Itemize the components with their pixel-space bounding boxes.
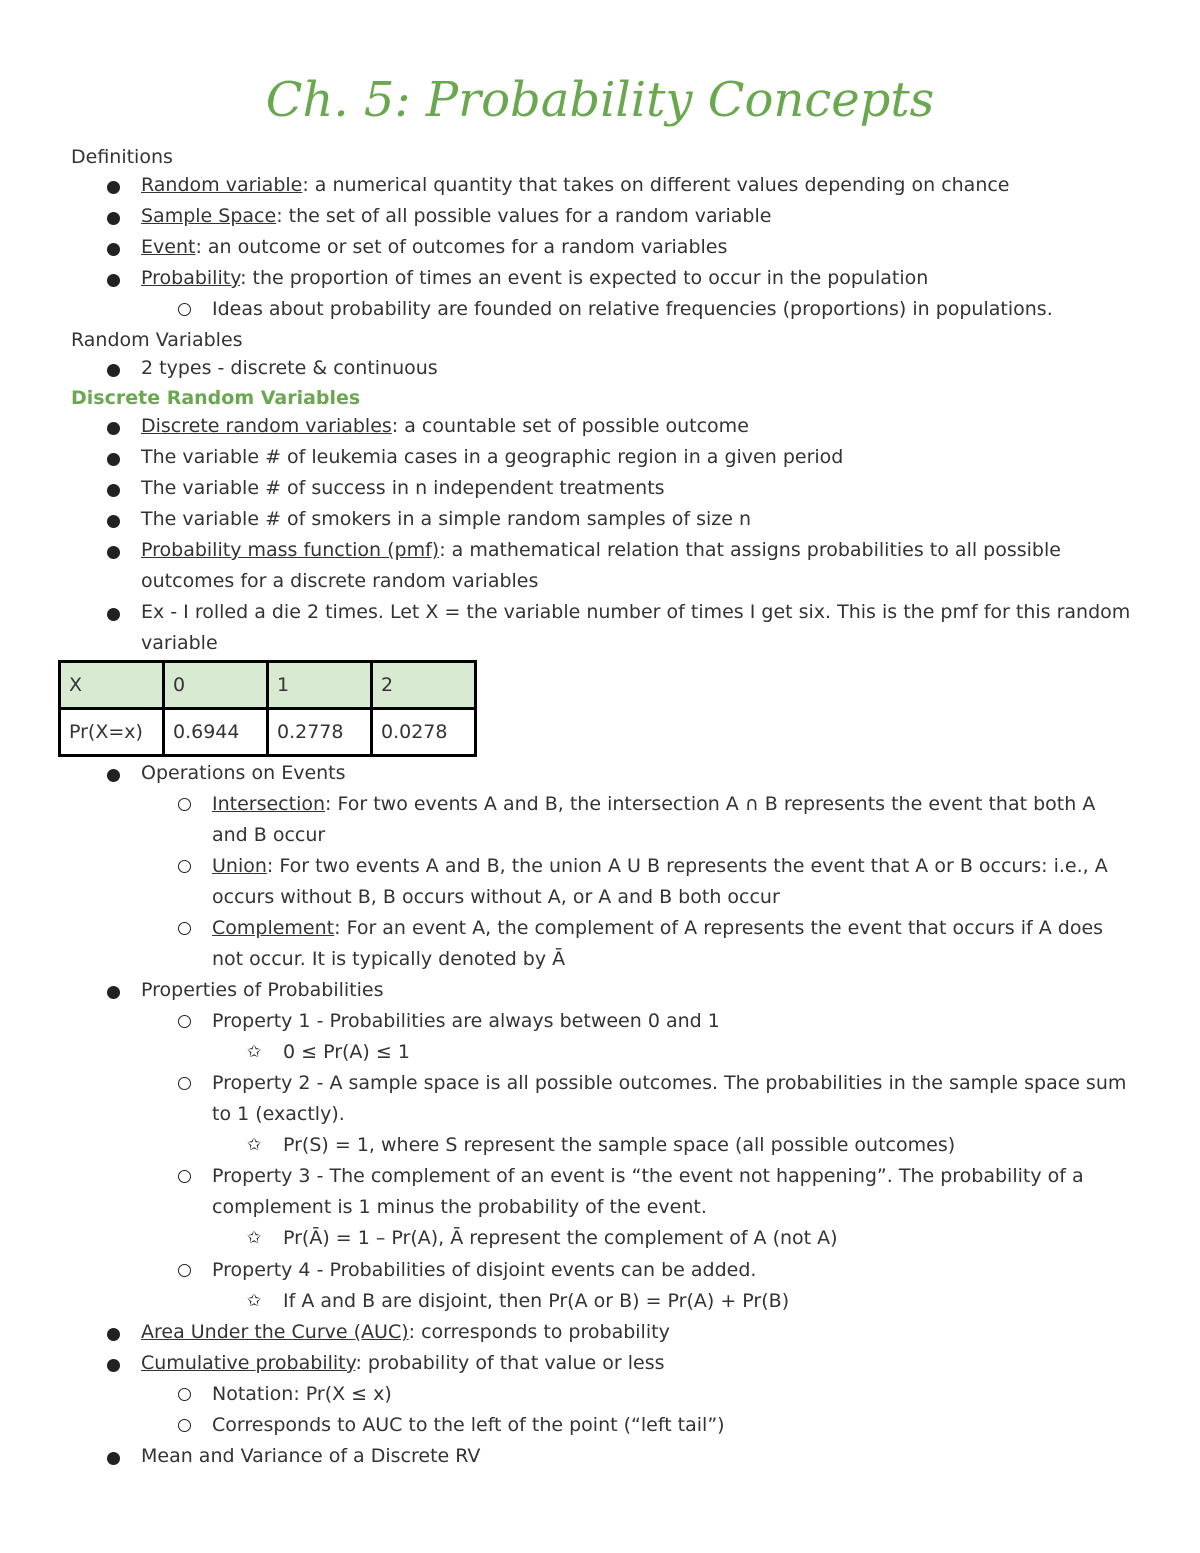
list-item [141,263,928,294]
item-text: 2 types - discrete & continuous [141,357,438,379]
item-text: The variable # of smokers in a simple random samples of size n [141,508,751,530]
term: Sample Space [141,205,277,227]
bullet-icon [107,181,120,194]
item-text: Mean and Variance of a Discrete RV [141,1445,481,1467]
term: Discrete random variables [141,415,392,437]
list-item [141,353,438,384]
term: Probability [141,267,241,289]
circle-bullet-icon [178,1077,191,1090]
list-item [212,1379,392,1410]
table-cell: 0.2778 [268,709,372,756]
definition-text: : the set of all possible values for a random variable [276,205,772,227]
list-item [141,1348,665,1379]
continuation-text: variable [141,632,218,654]
item-text: Operations on Events [141,762,346,784]
list-item [212,294,1053,325]
item-text: Property 2 - A sample space is all possible outcomes. The probabilities in the sample space sum [212,1072,1127,1094]
table-cell: 1 [268,662,372,709]
circle-bullet-icon [178,1264,191,1277]
circle-bullet-icon [178,303,191,316]
item-text: Ex - I rolled a die 2 times. Let X = the variable number of times I get six. This is the pmf for this random [141,601,1131,623]
star-icon: ✩ [247,1042,262,1062]
table-header-row [60,662,476,709]
table-cell: Pr(X=x) [60,709,164,756]
term: Union [212,855,267,877]
definition-text: : For two events A and B, the intersection A ∩ B represents the event that both A [325,793,1096,815]
list-item [141,442,843,473]
definition-text: : a countable set of possible outcome [391,415,749,437]
table-cell: 0.6944 [164,709,268,756]
definition-text: : corresponds to probability [408,1321,670,1343]
random-variables-heading: Random Variables [71,329,243,351]
bullet-icon [107,546,120,559]
list-item [141,535,1061,566]
circle-bullet-icon [178,860,191,873]
definition-text: : a numerical quantity that takes on different values depending on chance [302,174,1010,196]
list-item [141,473,665,504]
circle-bullet-icon [178,1015,191,1028]
star-icon: ✩ [247,1291,262,1311]
item-text: Property 1 - Probabilities are always between 0 and 1 [212,1010,720,1032]
continuation-text: outcomes for a discrete random variables [141,570,539,592]
table-cell: 0 [164,662,268,709]
item-text: Pr(Ā) = 1 – Pr(A), Ā represent the complement of A (not A) [283,1227,838,1249]
list-item [141,504,751,535]
definitions-heading: Definitions [71,146,173,168]
item-text: Properties of Probabilities [141,979,384,1001]
bullet-icon [107,1359,120,1372]
item-text: Property 4 - Probabilities of disjoint events can be added. [212,1259,757,1281]
term: Event [141,236,196,258]
continuation-text: complement is 1 minus the probability of the event. [212,1196,707,1218]
term: Area Under the Curve (AUC) [141,1321,409,1343]
note-text: Ideas about probability are founded on relative frequencies (proportions) in populations. [212,298,1053,320]
item-text: The variable # of success in n independent treatments [141,477,665,499]
bullet-icon [107,1328,120,1341]
definition-text: : probability of that value or less [355,1352,665,1374]
circle-bullet-icon [178,1170,191,1183]
list-item [141,975,383,1006]
item-text: Notation: Pr(X ≤ x) [212,1383,392,1405]
item-text: Property 3 - The complement of an event is “the event not happening”. The probability of a [212,1165,1084,1187]
list-item [141,1317,670,1348]
term: Complement [212,917,335,939]
page-title: Ch. 5: Probability Concepts [265,72,935,128]
list-item [212,1161,1084,1192]
definition-text: : For an event A, the complement of A represents the event that occurs if A does [334,917,1104,939]
circle-bullet-icon [178,1419,191,1432]
bullet-icon [107,986,120,999]
list-item [247,1037,410,1068]
list-item [141,597,1130,628]
term: Random variable [141,174,303,196]
pmf-table [58,660,477,757]
continuation-text: and B occur [212,824,326,846]
bullet-icon [107,453,120,466]
circle-bullet-icon [178,922,191,935]
item-text: The variable # of leukemia cases in a geographic region in a given period [141,446,844,468]
continuation-text: occurs without B, B occurs without A, or A and B both occur [212,886,780,908]
definition-text: : For two events A and B, the union A U B represents the event that A or B occurs: i.e., A [266,855,1108,877]
bullet-icon [107,243,120,256]
bullet-icon [107,608,120,621]
continuation-text: not occur. It is typically denoted by Ā [212,948,566,970]
circle-bullet-icon [178,1388,191,1401]
star-icon: ✩ [247,1135,262,1155]
term: Cumulative probability [141,1352,356,1374]
list-item [141,758,346,789]
table-cell: 2 [372,662,476,709]
table-cell: 0.0278 [372,709,476,756]
definition-text: : the proportion of times an event is expected to occur in the population [240,267,929,289]
list-item [212,1006,720,1037]
list-item [141,201,771,232]
circle-bullet-icon [178,798,191,811]
list-item [141,232,727,263]
term: Intersection [212,793,326,815]
star-icon: ✩ [247,1228,262,1248]
term: Probability mass function (pmf) [141,539,440,561]
bullet-icon [107,1452,120,1465]
list-item [212,789,1095,820]
item-text: 0 ≤ Pr(A) ≤ 1 [283,1041,410,1063]
bullet-icon [107,769,120,782]
list-item [212,913,1103,944]
table-row [60,709,476,756]
bullet-icon [107,484,120,497]
list-item [141,411,749,442]
item-text: Corresponds to AUC to the left of the point (“left tail”) [212,1414,725,1436]
table-cell: X [60,662,164,709]
bullet-icon [107,212,120,225]
discrete-heading: Discrete Random Variables [71,387,361,409]
definition-text: : a mathematical relation that assigns probabilities to all possible [439,539,1061,561]
bullet-icon [107,515,120,528]
bullet-icon [107,274,120,287]
list-item [212,1068,1126,1099]
bullet-icon [107,364,120,377]
list-item [141,1441,480,1472]
definition-text: : an outcome or set of outcomes for a random variables [195,236,728,258]
continuation-text: to 1 (exactly). [212,1103,345,1125]
item-text: Pr(S) = 1, where S represent the sample space (all possible outcomes) [283,1134,956,1156]
list-item [212,851,1108,882]
list-item [247,1223,838,1254]
list-item [247,1130,956,1161]
bullet-icon [107,422,120,435]
list-item [212,1410,725,1441]
list-item [212,1255,756,1286]
list-item [247,1286,790,1317]
item-text: If A and B are disjoint, then Pr(A or B) = Pr(A) + Pr(B) [283,1290,790,1312]
list-item [141,170,1010,201]
